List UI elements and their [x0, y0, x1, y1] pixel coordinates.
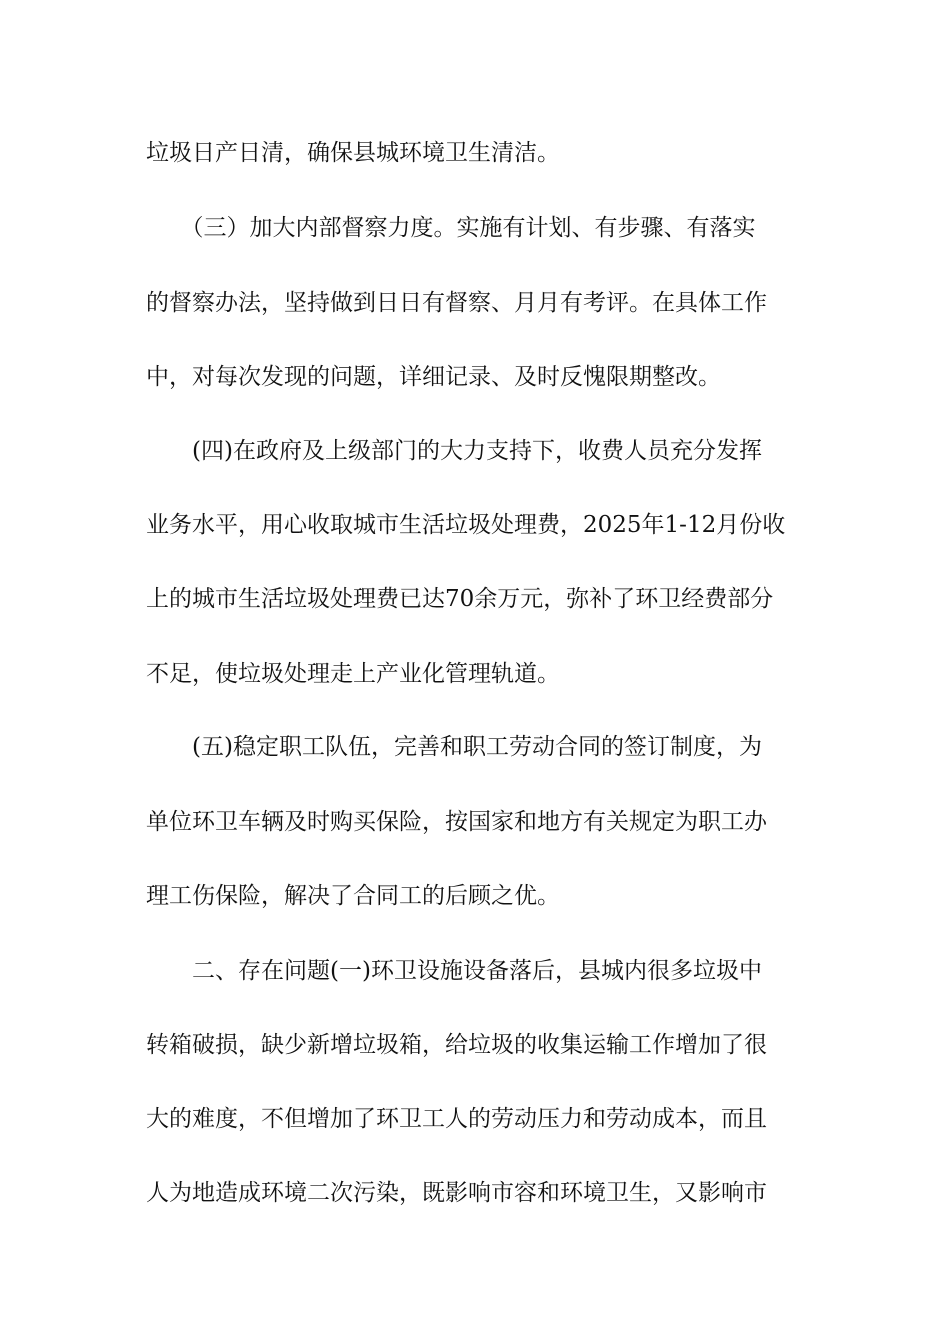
text-line: 垃圾日产日清，确保县城环境卫生清洁。 — [146, 140, 560, 166]
text-line: （三）加大内部督察力度。实施有计划、有步骤、有落实 — [146, 215, 756, 241]
text-line: 二、存在问题(一)环卫设施设备落后，县城内很多垃圾中 — [146, 958, 762, 984]
text-line: 业务水平，用心收取城市生活垃圾处理费，2025年1-12月份收 — [146, 512, 786, 538]
text-line: 不足，使垃圾处理走上产业化管理轨道。 — [146, 661, 560, 687]
text-line: 大的难度，不但增加了环卫工人的劳动压力和劳动成本，而且 — [146, 1106, 767, 1132]
text-line: (五)稳定职工队伍，完善和职工劳动合同的签订制度，为 — [146, 734, 762, 760]
text-line: 上的城市生活垃圾处理费已达70余万元，弥补了环卫经费部分 — [146, 586, 774, 612]
text-line: 的督察办法，坚持做到日日有督察、月月有考评。在具体工作 — [146, 290, 767, 316]
text-line: 人为地造成环境二次污染，既影响市容和环境卫生，又影响市 — [146, 1180, 767, 1206]
text-line: 理工伤保险，解决了合同工的后顾之优。 — [146, 883, 560, 909]
text-line: (四)在政府及上级部门的大力支持下，收费人员充分发挥 — [146, 438, 762, 464]
text-line: 转箱破损，缺少新增垃圾箱，给垃圾的收集运输工作增加了很 — [146, 1032, 767, 1058]
text-line: 中，对每次发现的问题，详细记录、及时反愧限期整改。 — [146, 364, 721, 390]
text-line: 单位环卫车辆及时购买保险，按国家和地方有关规定为职工办 — [146, 809, 767, 835]
